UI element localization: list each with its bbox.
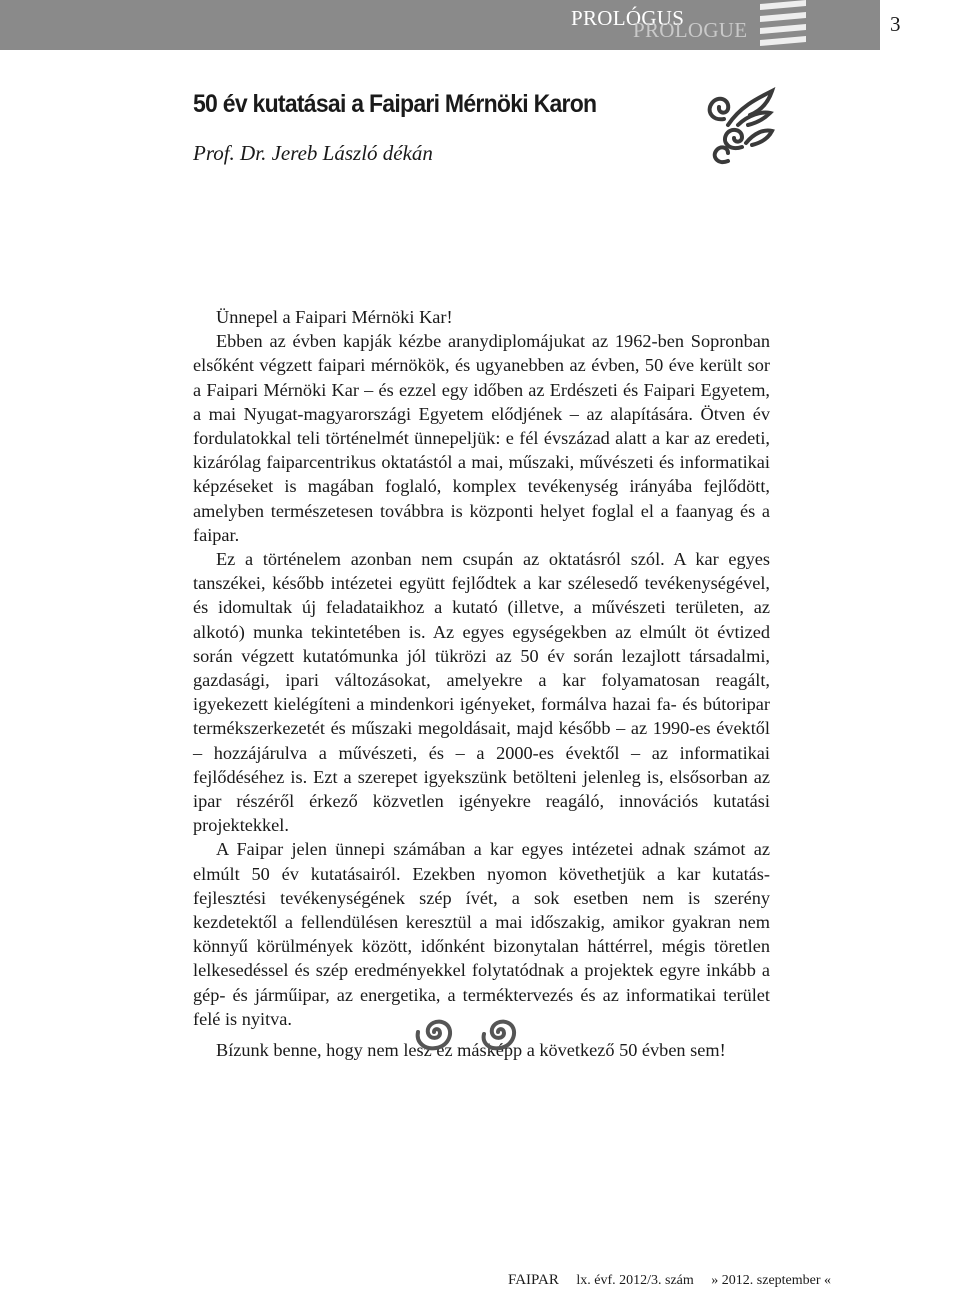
article-body	[193, 305, 770, 1062]
body-paragraph: Ez a történelem azonban nem csupán az oktatásról szól. A kar egyes tanszékei, később intézetei együtt fejlődtek a kar szélesedő tevékenységével, és idomultak új feladataikhoz a kutató (illetve, a művészeti területen, az alkotó) munka tekintetében is. Az egyes egységekben az elmúlt öt évtized során végzett kutatómunka jól tükrözi az 50 év során lezajlott társadalmi, gazdasági, ipari változásokat, amelyekre a kar folyamatosan reagált, igyekezett kielégíteni a mindenkori igényeket, formálva hazai fa- és bútoripar termékszerkezetét és műszaki megoldásait, majd később – az 1990-es évektől – hozzájárulva a művészeti, és – a 2000-es évektől – az informatikai fejlődéséhez is. Ezt a szerepet igyekszünk betölteni jelenleg is, elsősorban az ipar részéről érkező közvetlen igényekre reagáló, innovációs kutatási projektekkel.	[193, 549, 770, 836]
footer-date: » 2012. szeptember «	[711, 1273, 832, 1288]
footer-volume: lx. évf. 2012/3. szám	[576, 1273, 694, 1288]
page-number: 3	[890, 12, 901, 36]
page-footer	[508, 1272, 845, 1289]
swirl-flourish-icon	[698, 85, 778, 169]
body-paragraph-closing: Bízunk benne, hogy nem lesz ez másképp a következő 50 évben sem!	[216, 1040, 726, 1061]
article-author: Prof. Dr. Jereb László dékán	[193, 141, 433, 165]
body-paragraph: Ünnepel a Faipari Mérnöki Kar!	[216, 307, 453, 327]
twin-spiral-icon	[412, 1012, 530, 1054]
header-section-title: PROLÓGUS	[571, 6, 685, 30]
header-stripes-decoration	[760, 0, 806, 50]
header-section-title-english: PROLOGUE	[633, 18, 748, 42]
article-title: 50 év kutatásai a Faipari Mérnöki Karon	[193, 90, 597, 118]
body-paragraph: Ebben az évben kapják kézbe aranydiplomájukat az 1962-ben Sopronban elsőként végzett faipari mérnökök, és ugyanebben az évben, 50 éve került sor a Faipari Mérnöki Kar – és ezzel egy időben az Erdészeti és Faipari Egyetem, a mai Nyugat-magyarországi Egyetem elődjének – az alapítására. Ötven év fordulatokkal teli történelmét ünnepeljük: e fél évszázad alatt a kar az eredeti, kizárólag faiparcentrikus oktatástól a mai, műszaki, művészeti és informatikai képzéseket is magában foglaló, komplex tevékenység irányába fejlődött, amelyben természetesen továbbra is központi helyet foglal el a faanyag és a faipar.	[193, 331, 770, 545]
footer-journal: FAIPAR	[508, 1272, 559, 1288]
header-band	[0, 0, 880, 50]
body-paragraph: A Faipar jelen ünnepi számában a kar egyes intézetei adnak számot az elmúlt 50 év kutatásairól. Ezekben nyomon követhetjük a kar kutatás-fejlesztési tevékenységének szép ívét, a sok esetben nem is szerény kezdetektől a fellendülésen keresztül a mai időszakig, amikor gyakran nem könnyű körülmények között, időnként bizonytalan háttérrel, mégis töretlen lelkesedéssel és szép eredményekkel folytatódnak a projektek egyre inkább a gép- és járműipar, az energetika, a terméktervezés és az informatikai terület felé is nyitva.	[193, 839, 770, 1029]
